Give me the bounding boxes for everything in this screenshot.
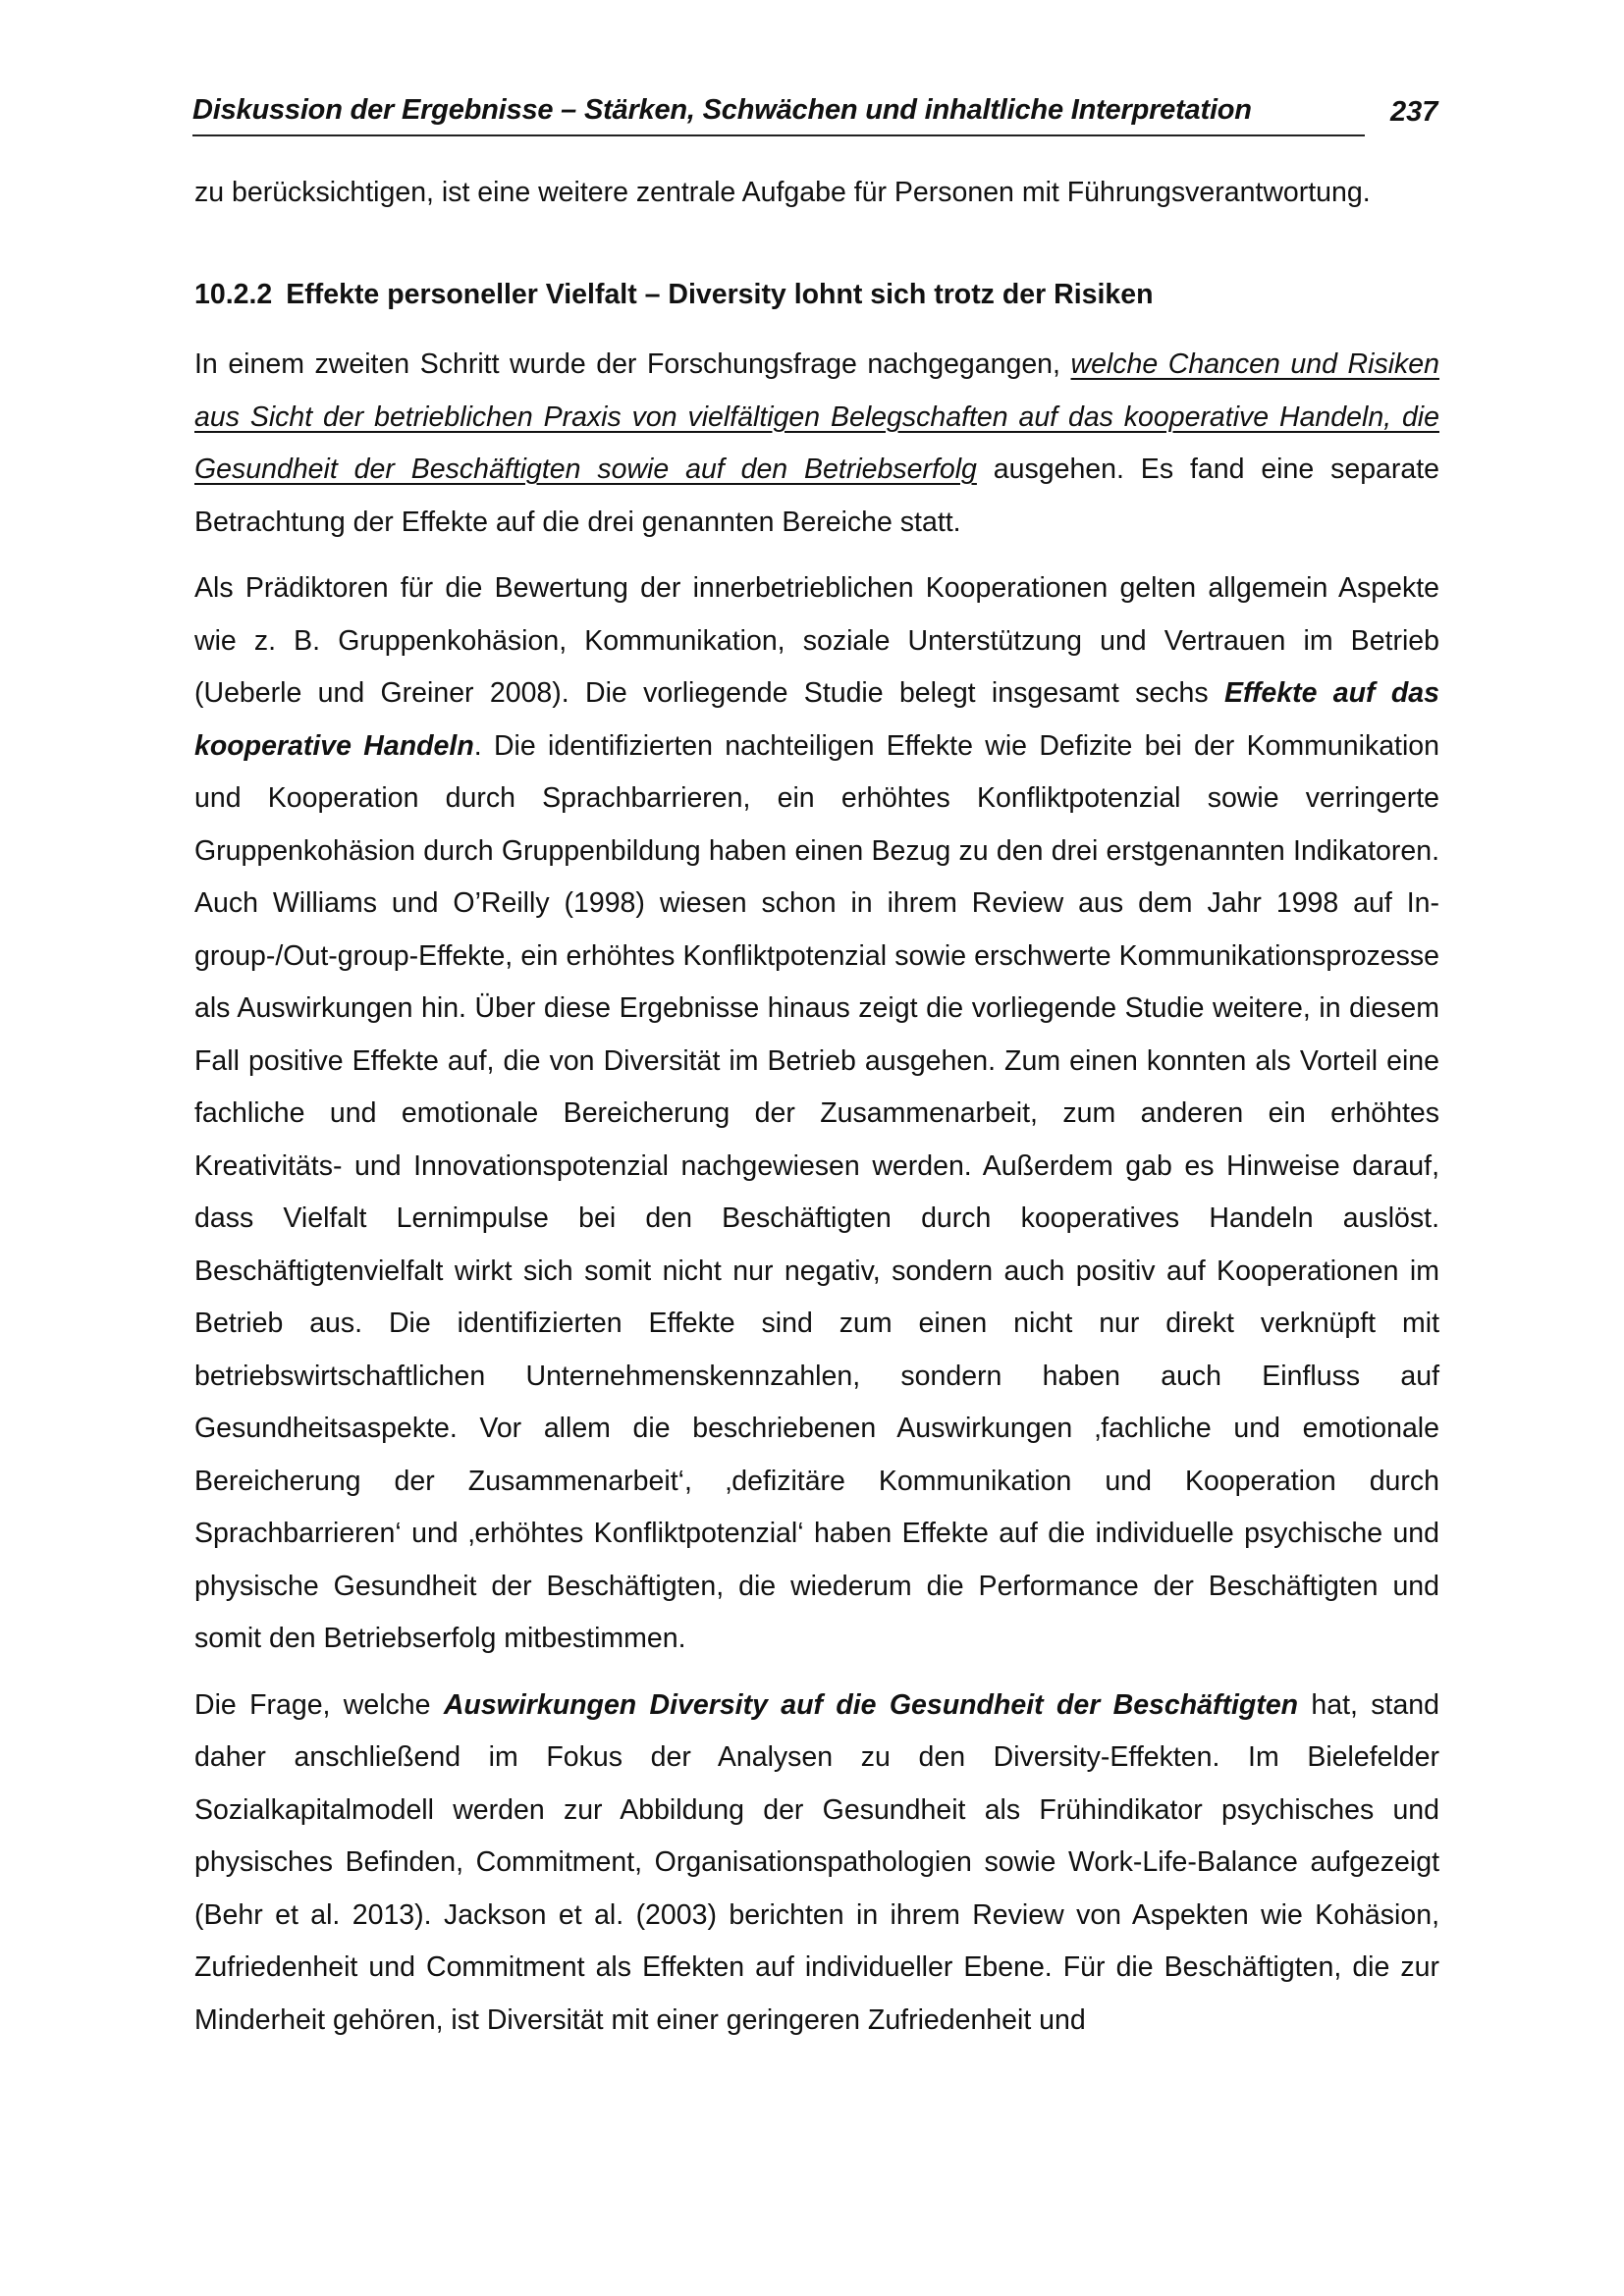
text-run: . Die identifizierten nachteiligen Effekte wie Defizite bei der Kommunikation und Kooperation durch Sprachbarrieren, ein erhöhtes Konfliktpotenzial sowie verringerte Gruppenkohäsion durch Gruppenbildung haben einen Bezug zu den drei erstgenannten Indikatoren. Auch Williams und O’Reilly (1998) wiesen schon in ihrem Review aus dem Jahr 1998 auf In-group-/Out-group-Effekte, ein erhöhtes Konfliktpotenzial sowie erschwerte Kommunikationsprozesse als Auswirkungen hin. Über diese Ergebnisse hinaus zeigt die vorliegende Studie weitere, in diesem Fall positive Effekte auf, die von Diversität im Betrieb ausgehen. Zum einen konnten als Vorteil eine fachliche und emotionale Bereicherung der Zusammenarbeit, zum anderen ein erhöhtes Kreativitäts- und Innovationspotenzial nachgewiesen werden. Außerdem gab es Hinweise darauf, dass Vielfalt Lernimpulse bei den Beschäftigten durch kooperatives Handeln auslöst. Beschäftigtenvielfalt wirkt sich somit nicht nur negativ, sondern auch positiv auf Kooperationen im Betrieb aus. Die identifizierten Effekte sind zum einen nicht nur direkt verknüpft mit betriebswirtschaftlichen Unternehmenskennzahlen, sondern haben auch Einfluss auf Gesundheitsaspekte. Vor allem die beschriebenen Auswirkungen ‚fachliche und emotionale Bereicherung der Zusammenarbeit‘, ‚defizitäre Kommunikation und Kooperation durch Sprachbarrieren‘ und ‚erhöhtes Konfliktpotenzial‘ haben Effekte auf die individuelle psychische und physische Gesundheit der Beschäftigten, die wiederum die Performance der Beschäftigten und somit den Betriebserfolg mitbestimmen. [194, 729, 1439, 1654]
paragraph-cooperation-effects [194, 562, 1439, 1666]
text-run: In einem zweiten Schritt wurde der Forschungsfrage nachgegangen, [194, 348, 1071, 380]
continuation-paragraph: zu berücksichtigen, ist eine weitere zentrale Aufgabe für Personen mit Führungsverantwortung. [194, 177, 1371, 208]
section-heading [194, 269, 1439, 322]
research-question-underlined: welche Chancen und Risiken aus Sicht der betrieblichen Praxis von vielfältigen Belegschaften auf das kooperative Handeln, die Gesundheit der Beschäftigten sowie auf den Betriebserfolg [194, 348, 1439, 485]
running-title: Diskussion der Ergebnisse – Stärken, Schwächen und inhaltliche Interpretation [192, 94, 1252, 126]
section-title: Effekte personeller Vielfalt – Diversity lohnt sich trotz der Risiken [286, 278, 1154, 310]
section-number: 10.2.2 [194, 278, 273, 310]
paragraph-research-question [194, 339, 1439, 549]
running-header [192, 94, 1365, 136]
emphasis-health: Auswirkungen Diversity auf die Gesundheit der Beschäftigten [443, 1688, 1299, 1721]
text-run: hat, stand daher anschließend im Fokus der Analysen zu den Diversity-Effekten. Im Bielefelder Sozialkapitalmodell werden zur Abbildung der Gesundheit als Frühindikator psychisches und physisches Befinden, Commitment, Organisationspathologien sowie Work-Life-Balance aufgezeigt (Behr et al. 2013). Jackson et al. (2003) berichten in ihrem Review von Aspekten wie Kohäsion, Zufriedenheit und Commitment als Effekten auf individueller Ebene. Für die Beschäftigten, die zur Minderheit gehören, ist Diversität mit einer geringeren Zufriedenheit und [194, 1688, 1439, 2036]
paragraph-health-effects [194, 1680, 1439, 2048]
page-body [194, 167, 1439, 2060]
text-run: Als Prädiktoren für die Bewertung der innerbetrieblichen Kooperationen gelten allgemein Aspekte wie z. B. Gruppenkohäsion, Kommunikation, soziale Unterstützung und Vertrauen im Betrieb (Ueberle und Greiner 2008). Die vorliegende Studie belegt insgesamt sechs [194, 572, 1439, 709]
text-run: Die Frage, welche [194, 1688, 444, 1721]
text-run: ausgehen. Es fand eine separate Betrachtung der Effekte auf die drei genannten Bereiche statt. [194, 454, 1440, 538]
page-number: 237 [1390, 96, 1438, 128]
emphasis-cooperation: Effekte auf das kooperative Handeln [194, 677, 1439, 762]
